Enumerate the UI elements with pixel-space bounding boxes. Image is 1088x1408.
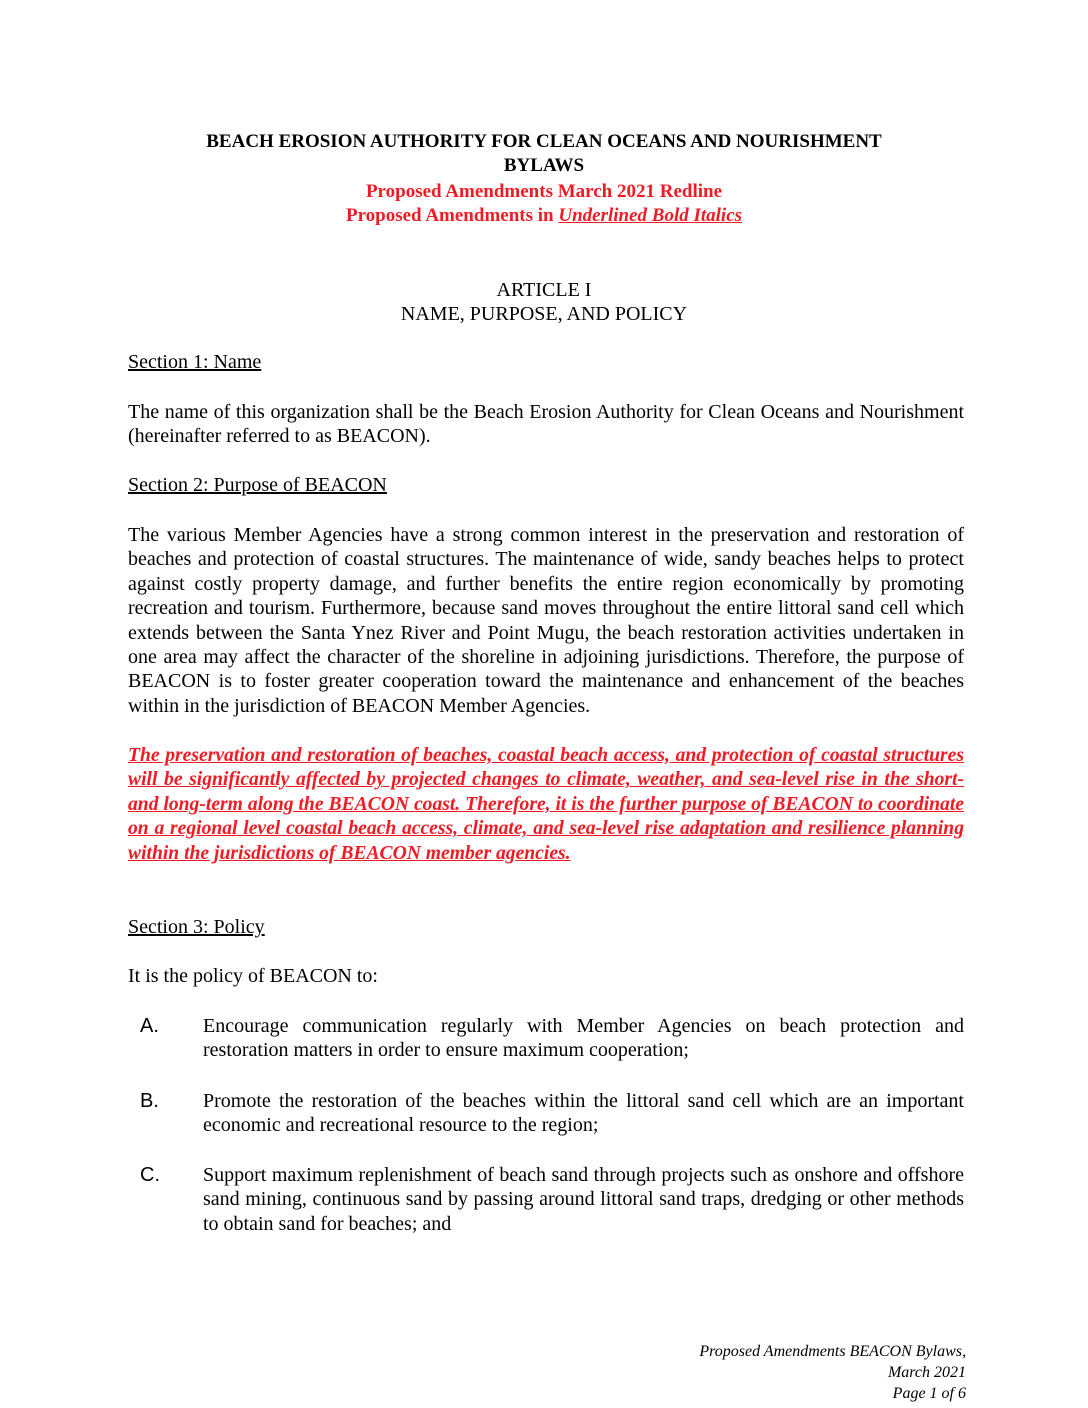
footer-page-number: Page 1 of 6 xyxy=(892,1385,966,1402)
section-1-text: The name of this organization shall be the Beach Erosion Authority for Clean Oceans and Nourishment (hereinafter referred to as BEACON). xyxy=(128,401,964,448)
section-3-intro: It is the policy of BEACON to: xyxy=(128,965,378,987)
redline-note: Proposed Amendments March 2021 Redline xyxy=(365,181,723,202)
policy-item-b xyxy=(128,1089,964,1139)
doc-title: BYLAWS xyxy=(503,155,585,176)
legend-style: Underlined Bold Italics xyxy=(558,205,743,226)
amendment-legend xyxy=(0,204,1088,228)
page-footer xyxy=(566,1341,966,1404)
section-2-amendment: The preservation and restoration of beaches, coastal beach access, and protection of coastal structures will be significantly affected by projected changes to climate, weather, and sea-level rise in the short- and long-term along the BEACON coast. Therefore, it is the further purpose of BEACON to coordinate on a regional level coastal beach access, climate, and sea-level rise adaptation and resilience planning within the jurisdictions of BEACON member agencies. xyxy=(128,745,964,864)
section-3-heading: Section 3: Policy xyxy=(128,916,265,938)
article-title: NAME, PURPOSE, AND POLICY xyxy=(400,303,688,325)
policy-item-c xyxy=(128,1163,964,1238)
section-2-text: The various Member Agencies have a strong common interest in the preservation and restoration of beaches and protection of coastal structures. The maintenance of wide, sandy beaches helps to protect against costly property damage, and further benefits the entire region economically by promoting recreation and tourism. Furthermore, because sand moves throughout the entire littoral sand cell which extends between the Santa Ynez River and Point Mugu, the beach restoration activities undertaken in one area may affect the character of the shoreline in adjoining jurisdictions. Therefore, the purpose of BEACON is to foster greater cooperation toward the maintenance and enhancement of the beaches within in the jurisdiction of BEACON Member Agencies. xyxy=(128,524,964,717)
article-number: ARTICLE I xyxy=(496,279,592,301)
policy-item-letter: A. xyxy=(140,1015,159,1037)
org-title: BEACH EROSION AUTHORITY FOR CLEAN OCEANS AND NOURISHMENT xyxy=(206,131,882,152)
policy-item-a xyxy=(128,1014,964,1064)
policy-item-text: Promote the restoration of the beaches within the littoral sand cell which are an important economic and recreational resource to the region; xyxy=(203,1090,964,1137)
policy-item-text: Encourage communication regularly with Member Agencies on beach protection and restoration matters in order to ensure maximum cooperation; xyxy=(203,1015,964,1062)
section-2-heading: Section 2: Purpose of BEACON xyxy=(128,474,387,496)
policy-item-letter: B. xyxy=(140,1090,159,1112)
footer-date: March 2021 xyxy=(887,1364,966,1381)
footer-doc-name: Proposed Amendments BEACON Bylaws, xyxy=(699,1343,966,1360)
policy-item-text: Support maximum replenishment of beach sand through projects such as onshore and offshore sand mining, continuous sand by passing around littoral sand traps, dredging or other methods to obtain sand for beaches; and xyxy=(203,1164,964,1235)
policy-item-letter: C. xyxy=(140,1164,160,1186)
section-1-heading: Section 1: Name xyxy=(128,351,262,373)
legend-prefix: Proposed Amendments in xyxy=(345,205,559,226)
